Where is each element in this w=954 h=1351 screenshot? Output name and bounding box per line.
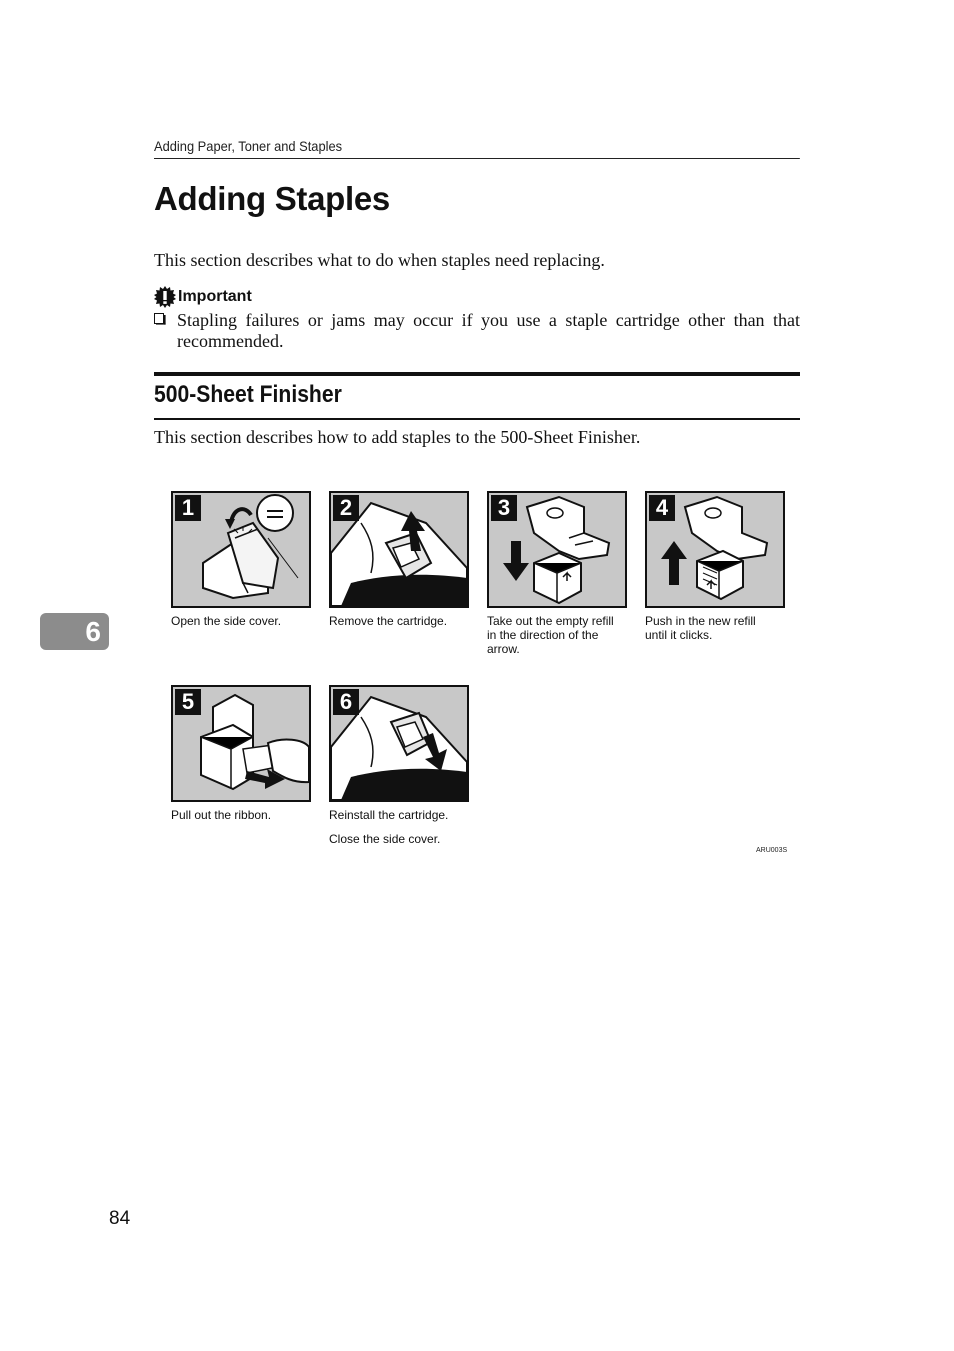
step-6-illustration: [329, 685, 469, 802]
step-number: 5: [175, 689, 201, 715]
important-label: Important: [178, 288, 252, 305]
step-2: [329, 491, 469, 628]
step-1: [171, 491, 311, 628]
step-3-illustration: [487, 491, 627, 608]
step-6: [329, 685, 469, 846]
section-title: 500-Sheet Finisher: [154, 381, 342, 408]
step-3: [487, 491, 627, 656]
page-title: Adding Staples: [154, 180, 390, 217]
step-number: 3: [491, 495, 517, 521]
step-number: 1: [175, 495, 201, 521]
important-item-text: Stapling failures or jams may occur if you use a staple cartridge other than that recommended.: [177, 310, 800, 351]
checkbox-bullet-icon: [154, 313, 166, 325]
step-caption-secondary: Close the side cover.: [329, 832, 441, 846]
page-number: 84: [109, 1208, 131, 1229]
step-number: 4: [649, 495, 675, 521]
step-4-illustration: [645, 491, 785, 608]
running-head: Adding Paper, Toner and Staples: [154, 138, 800, 159]
step-caption: Reinstall the cartridge.: [329, 808, 449, 822]
step-number: 2: [333, 495, 359, 521]
important-icon: [154, 286, 176, 308]
figure-code: ARU003S: [756, 847, 788, 854]
step-number: 6: [333, 689, 359, 715]
section-rule-top: [154, 372, 800, 376]
step-caption: Take out the empty refill in the direction of the arrow.: [487, 614, 614, 656]
step-caption: Pull out the ribbon.: [171, 808, 272, 822]
section-rule-bottom: [154, 418, 800, 420]
step-caption: Remove the cartridge.: [329, 614, 448, 628]
step-1-illustration: [171, 491, 311, 608]
important-heading: [154, 286, 252, 308]
section-intro: This section describes how to add staples to the 500-Sheet Finisher.: [154, 427, 641, 447]
intro-paragraph: This section describes what to do when staples need replacing.: [154, 250, 605, 270]
step-5-illustration: [171, 685, 311, 802]
step-caption: Open the side cover.: [171, 614, 282, 628]
step-4: [645, 491, 785, 642]
step-2-illustration: [329, 491, 469, 608]
step-caption: Push in the new refill until it clicks.: [645, 614, 756, 642]
important-item: [154, 310, 800, 352]
chapter-tab: 6: [40, 613, 109, 650]
step-5: [171, 685, 311, 822]
